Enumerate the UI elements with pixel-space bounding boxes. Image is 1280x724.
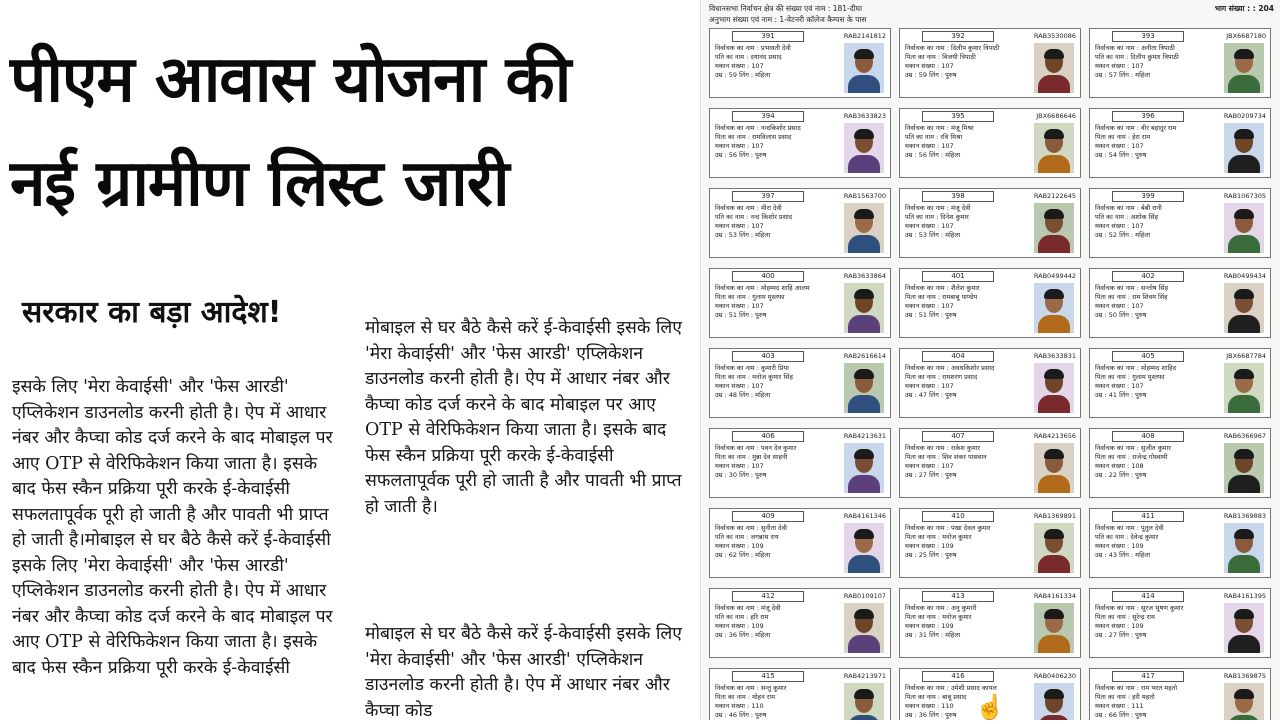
elector-name: निर्वाचक का नाम : मंजू देवी — [715, 604, 781, 612]
voter-card — [709, 268, 891, 338]
serial-number: 393 — [1112, 31, 1184, 42]
serial-number: 397 — [732, 191, 804, 202]
voter-card — [899, 348, 1081, 418]
serial-number: 409 — [732, 511, 804, 522]
age-gender: उम्र : 51 लिंग : पुरुष — [905, 311, 957, 319]
serial-number: 404 — [922, 351, 994, 362]
voter-photo — [844, 283, 884, 333]
relation-name: पिता का नाम : मनोज कुमार — [905, 613, 972, 621]
voter-card — [709, 348, 891, 418]
voter-photo — [1034, 683, 1074, 720]
elector-name: निर्वाचक का नाम : दिलीप कुमार त्रिपाठी — [905, 44, 1000, 52]
elector-name: निर्वाचक का नाम : सुजीत कुमार — [1095, 444, 1171, 452]
epic-number: RAB4213971 — [843, 672, 886, 680]
headline — [10, 28, 695, 236]
voter-photo — [1224, 203, 1264, 253]
elector-name: निर्वाचक का नाम : उमेशी प्रसाद कायल — [905, 684, 997, 692]
epic-number: JBX6687180 — [1226, 32, 1266, 40]
relation-name: पिता का नाम : गुलाम मुस्तफा — [715, 293, 785, 301]
voter-card — [709, 428, 891, 498]
serial-number: 412 — [732, 591, 804, 602]
age-gender: उम्र : 41 लिंग : पुरुष — [1095, 391, 1147, 399]
age-gender: उम्र : 43 लिंग : महिला — [1095, 551, 1151, 559]
epic-number: RAB3633831 — [1033, 352, 1076, 360]
voter-photo — [844, 523, 884, 573]
age-gender: उम्र : 47 लिंग : पुरुष — [905, 391, 957, 399]
epic-number: RAB0406230 — [1033, 672, 1076, 680]
epic-number: RAB4213631 — [843, 432, 886, 440]
elector-name: निर्वाचक का नाम : नन्दकिशोर प्रसाद — [715, 124, 801, 132]
voter-photo — [1224, 523, 1264, 573]
relation-name: पिता का नाम : रामविलास प्रसाद — [715, 133, 792, 141]
epic-number: RAB2616614 — [843, 352, 886, 360]
elector-name: निर्वाचक का नाम : मंजू देवी — [905, 204, 971, 212]
voter-card — [899, 108, 1081, 178]
voter-photo — [1034, 283, 1074, 333]
voter-photo — [1224, 283, 1264, 333]
age-gender: उम्र : 59 लिंग : पुरुष — [905, 71, 957, 79]
serial-number: 395 — [922, 111, 994, 122]
age-gender: उम्र : 56 लिंग : महिला — [905, 151, 961, 159]
relation-name: पति का नाम : अशोक सिंह — [1095, 213, 1159, 221]
epic-number: RAB2122645 — [1033, 192, 1076, 200]
age-gender: उम्र : 62 लिंग : महिला — [715, 551, 771, 559]
voter-card — [1089, 668, 1271, 720]
age-gender: उम्र : 53 लिंग : महिला — [715, 231, 771, 239]
serial-number: 400 — [732, 271, 804, 282]
elector-name: निर्वाचक का नाम : प्रभावती देवी — [715, 44, 791, 52]
age-gender: उम्र : 53 लिंग : महिला — [905, 231, 961, 239]
age-gender: उम्र : 56 लिंग : पुरुष — [715, 151, 767, 159]
article-column-1: इसके लिए 'मेरा केवाईसी' और 'फेस आरडी' एप्लिकेशन डाउनलोड करनी होती है। ऐप में आधार नंबर और कैप्चा कोड दर्ज करने के बाद मोबाइल पर आए OTP से वेरिफिकेशन किया जाता है। इसके बाद फेस स्कैन प्रक्रिया पूरी करके ई-केवाईसी सफलतापूर्वक पूरी हो जाती है और पावती भी प्राप्त हो जाती है।मोबाइल से घर बैठे कैसे करें ई-केवाईसी इसके लिए 'मेरा केवाईसी' और 'फेस आरडी' एप्लिकेशन डाउनलोड करनी होती है। ऐप में आधार नंबर और कैप्चा कोड दर्ज करने के बाद मोबाइल पर आए OTP से वेरिफिकेशन किया जाता है। इसके बाद फेस स्कैन प्रक्रिया पूरी करके ई-केवाईसी — [12, 377, 333, 678]
voter-photo — [844, 43, 884, 93]
elector-name: निर्वाचक का नाम : पंखा देवल कुमार — [905, 524, 991, 532]
voter-card — [709, 508, 891, 578]
voter-card — [899, 188, 1081, 258]
relation-name: पिता का नाम : बाबू प्रसाद — [905, 693, 967, 701]
voter-card — [1089, 28, 1271, 98]
elector-name: निर्वाचक का नाम : अवधकिशोर प्रसाद — [905, 364, 995, 372]
voter-card — [899, 268, 1081, 338]
serial-number: 406 — [732, 431, 804, 442]
serial-number: 396 — [1112, 111, 1184, 122]
voter-card — [1089, 348, 1271, 418]
epic-number: RAB4213656 — [1033, 432, 1076, 440]
epic-number: RAB3633864 — [843, 272, 886, 280]
house-number: मकान संख्या : 110 — [715, 702, 764, 710]
section-label: अनुभाग संख्या एवं नाम : 1-वेटनरी कॉलेज कैम्पस के पास — [709, 15, 867, 24]
voter-card — [1089, 428, 1271, 498]
epic-number: RAB0209734 — [1223, 112, 1266, 120]
voter-card — [1089, 108, 1271, 178]
serial-number: 416 — [922, 671, 994, 682]
house-number: मकान संख्या : 107 — [715, 62, 764, 70]
serial-number: 413 — [922, 591, 994, 602]
voter-photo — [1034, 203, 1074, 253]
voter-photo — [1034, 363, 1074, 413]
serial-number: 408 — [1112, 431, 1184, 442]
house-number: मकान संख्या : 107 — [905, 382, 954, 390]
voter-photo — [844, 443, 884, 493]
voter-card — [1089, 268, 1271, 338]
serial-number: 392 — [922, 31, 994, 42]
relation-name: पिता का नाम : राम शिवम सिंह — [1095, 293, 1168, 301]
epic-number: RAB4161395 — [1223, 592, 1266, 600]
age-gender: उम्र : 66 लिंग : पुरुष — [1095, 711, 1147, 719]
age-gender: उम्र : 27 लिंग : पुरुष — [1095, 631, 1147, 639]
voter-photo — [1034, 523, 1074, 573]
voter-photo — [1034, 43, 1074, 93]
age-gender: उम्र : 46 लिंग : पुरुष — [715, 711, 767, 719]
elector-name: निर्वाचक का नाम : सन्तोष सिंह — [1095, 284, 1169, 292]
voter-card — [1089, 188, 1271, 258]
voter-photo — [1224, 443, 1264, 493]
house-number: मकान संख्या : 107 — [715, 142, 764, 150]
relation-name: पति का नाम : देवेन्द्र कुमार — [1095, 533, 1159, 541]
serial-number: 391 — [732, 31, 804, 42]
age-gender: उम्र : 59 लिंग : महिला — [715, 71, 771, 79]
house-number: मकान संख्या : 107 — [1095, 222, 1144, 230]
house-number: मकान संख्या : 107 — [1095, 382, 1144, 390]
voter-photo — [1224, 683, 1264, 720]
elector-name: निर्वाचक का नाम : सुनीता देवी — [715, 524, 787, 532]
relation-name: पिता का नाम : मोहन राम — [715, 693, 775, 701]
epic-number: RAB3633823 — [843, 112, 886, 120]
age-gender: उम्र : 54 लिंग : पुरुष — [1095, 151, 1147, 159]
relation-name: पति का नाम : दिनेश कुमार — [905, 213, 969, 221]
elector-name: निर्वाचक का नाम : सूरज भूषण कुमार — [1095, 604, 1184, 612]
house-number: मकान संख्या : 109 — [905, 542, 954, 550]
relation-name: पिता का नाम : हेरा राम — [1095, 133, 1151, 141]
epic-number: JBX6687784 — [1226, 352, 1266, 360]
age-gender: उम्र : 52 लिंग : महिला — [1095, 231, 1151, 239]
age-gender: उम्र : 36 लिंग : महिला — [715, 631, 771, 639]
page-number-label: भाग संख्या : : 204 — [1214, 4, 1274, 13]
epic-number: RAB6366967 — [1223, 432, 1266, 440]
voter-photo — [1224, 43, 1264, 93]
relation-name: पति का नाम : हरि राम — [715, 613, 769, 621]
house-number: मकान संख्या : 107 — [1095, 62, 1144, 70]
relation-name: पति का नाम : जगन्नाथ राय — [715, 533, 779, 541]
house-number: मकान संख्या : 109 — [715, 542, 764, 550]
age-gender: उम्र : 31 लिंग : महिला — [905, 631, 961, 639]
epic-number: RAB0499434 — [1223, 272, 1266, 280]
epic-number: RAB1067305 — [1223, 192, 1266, 200]
house-number: मकान संख्या : 107 — [905, 62, 954, 70]
relation-name: पिता का नाम : रामबाबू पाण्डेय — [905, 293, 978, 301]
relation-name: पति का नाम : नन्द किशोर प्रसाद — [715, 213, 793, 221]
voter-card — [899, 28, 1081, 98]
serial-number: 399 — [1112, 191, 1184, 202]
house-number: मकान संख्या : 107 — [715, 302, 764, 310]
house-number: मकान संख्या : 107 — [715, 462, 764, 470]
voter-photo — [1224, 363, 1264, 413]
relation-name: पिता का नाम : रामशरण प्रसाद — [905, 373, 978, 381]
relation-name: पिता का नाम : राजेन्द्र गोस्वामी — [1095, 453, 1168, 461]
elector-name: निर्वाचक का नाम : मोहम्मद शाहिद — [1095, 364, 1177, 372]
house-number: मकान संख्या : 109 — [1095, 622, 1144, 630]
epic-number: RAB1369875 — [1223, 672, 1266, 680]
elector-name: निर्वाचक का नाम : राकेश कुमार — [905, 444, 981, 452]
voter-photo — [844, 683, 884, 720]
relation-name: पति का नाम : दयानंद प्रसाद — [715, 53, 782, 61]
elector-name: निर्वाचक का नाम : बेबी रानी — [1095, 204, 1162, 212]
elector-name: निर्वाचक का नाम : कुमारी प्रिया — [715, 364, 789, 372]
voter-photo — [844, 363, 884, 413]
age-gender: उम्र : 50 लिंग : पुरुष — [1095, 311, 1147, 319]
serial-number: 414 — [1112, 591, 1184, 602]
article-column-2-para-1: मोबाइल से घर बैठे कैसे करें ई-केवाईसी इसके लिए 'मेरा केवाईसी' और 'फेस आरडी' एप्लिकेशन डाउनलोड करनी होती है। ऐप में आधार नंबर और कैप्चा कोड दर्ज करने के बाद मोबाइल पर आए OTP से वेरिफिकेशन किया जाता है। इसके बाद फेस स्कैन प्रक्रिया पूरी करके ई-केवाईसी सफलतापूर्वक पूरी हो जाती है और पावती भी प्राप्त हो जाती है। — [365, 318, 682, 517]
voter-photo — [1034, 603, 1074, 653]
elector-name: निर्वाचक का नाम : मीरा देवी — [715, 204, 782, 212]
serial-number: 394 — [732, 111, 804, 122]
epic-number: JBX6686646 — [1036, 112, 1076, 120]
house-number: मकान संख्या : 111 — [1095, 702, 1144, 710]
voter-photo — [1224, 603, 1264, 653]
voter-card — [709, 668, 891, 720]
serial-number: 415 — [732, 671, 804, 682]
age-gender: उम्र : 25 लिंग : पुरुष — [905, 551, 957, 559]
serial-number: 402 — [1112, 271, 1184, 282]
elector-name: निर्वाचक का नाम : पवन देव कुमार — [715, 444, 797, 452]
voter-list-document — [700, 0, 1280, 720]
serial-number: 401 — [922, 271, 994, 282]
age-gender: उम्र : 22 लिंग : पुरुष — [1095, 471, 1147, 479]
headline-line-1: पीएम आवास योजना की — [10, 43, 571, 117]
voter-photo — [1034, 443, 1074, 493]
voter-card — [709, 108, 891, 178]
epic-number: RAB0109107 — [843, 592, 886, 600]
age-gender: उम्र : 36 लिंग : पुरुष — [905, 711, 957, 719]
house-number: मकान संख्या : 109 — [1095, 542, 1144, 550]
serial-number: 410 — [922, 511, 994, 522]
epic-number: RAB2141812 — [843, 32, 886, 40]
epic-number: RAB4161334 — [1033, 592, 1076, 600]
serial-number: 398 — [922, 191, 994, 202]
elector-name: निर्वाचक का नाम : अनीता त्रिपाठी — [1095, 44, 1175, 52]
house-number: मकान संख्या : 107 — [715, 382, 764, 390]
elector-name: निर्वाचक का नाम : अनु कुमारी — [905, 604, 977, 612]
house-number: मकान संख्या : 109 — [905, 622, 954, 630]
house-number: मकान संख्या : 107 — [715, 222, 764, 230]
voter-photo — [844, 203, 884, 253]
epic-number: RAB1563700 — [843, 192, 886, 200]
elector-name: निर्वाचक का नाम : शैलेश कुमार — [905, 284, 980, 292]
voter-card — [709, 588, 891, 658]
serial-number: 407 — [922, 431, 994, 442]
subheading: सरकार का बड़ा आदेश! — [22, 295, 282, 330]
elector-name: निर्वाचक का नाम : मंजू मिश्रा — [905, 124, 974, 132]
relation-name: पिता का नाम : मनोज कुमार — [905, 533, 972, 541]
age-gender: उम्र : 57 लिंग : महिला — [1095, 71, 1151, 79]
epic-number: RAB1369883 — [1223, 512, 1266, 520]
article-column-2-para-2: मोबाइल से घर बैठे कैसे करें ई-केवाईसी इसके लिए 'मेरा केवाईसी' और 'फेस आरडी' एप्लिकेशन डाउनलोड करनी होती है। ऐप में आधार नंबर और कैप्चा कोड — [365, 624, 682, 721]
voter-card — [709, 28, 891, 98]
age-gender: उम्र : 30 लिंग : पुरुष — [715, 471, 767, 479]
headline-line-2: नई ग्रामीण लिस्ट जारी — [10, 147, 509, 221]
epic-number: RAB3530086 — [1033, 32, 1076, 40]
serial-number: 403 — [732, 351, 804, 362]
relation-name: पिता का नाम : विजयी त्रिपाठी — [905, 53, 976, 61]
epic-number: RAB4161346 — [843, 512, 886, 520]
voter-card-grid — [709, 28, 1277, 720]
voter-photo — [1034, 123, 1074, 173]
voter-card — [1089, 508, 1271, 578]
serial-number: 417 — [1112, 671, 1184, 682]
elector-name: निर्वाचक का नाम : वीर बहादुर राम — [1095, 124, 1177, 132]
age-gender: उम्र : 51 लिंग : पुरुष — [715, 311, 767, 319]
relation-name: पिता का नाम : मुन्ना देव साहनी — [715, 453, 788, 461]
house-number: मकान संख्या : 108 — [1095, 462, 1144, 470]
epic-number: RAB0499442 — [1033, 272, 1076, 280]
voter-card — [899, 428, 1081, 498]
constituency-label: विधानसभा निर्वाचन क्षेत्र की संख्या एवं नाम : 181-दीघा — [709, 4, 863, 13]
house-number: मकान संख्या : 107 — [1095, 302, 1144, 310]
relation-name: पति का नाम : दिलीप कुमार त्रिपाठी — [1095, 53, 1179, 61]
relation-name: पिता का नाम : हरी महतो — [1095, 693, 1155, 701]
relation-name: पिता का नाम : मनोज कुमार सिंह — [715, 373, 793, 381]
relation-name: पिता का नाम : गुलाम मुस्तफा — [1095, 373, 1165, 381]
voter-card — [709, 188, 891, 258]
relation-name: पिता का नाम : शिव शंकर पासवान — [905, 453, 987, 461]
elector-name: निर्वाचक का नाम : सन्तु कुमार — [715, 684, 787, 692]
voter-photo — [1224, 123, 1264, 173]
house-number: मकान संख्या : 107 — [905, 462, 954, 470]
relation-name: पति का नाम : रवि मिश्रा — [905, 133, 963, 141]
voter-card — [899, 588, 1081, 658]
age-gender: उम्र : 27 लिंग : पुरुष — [905, 471, 957, 479]
house-number: मकान संख्या : 109 — [715, 622, 764, 630]
house-number: मकान संख्या : 107 — [905, 222, 954, 230]
epic-number: RAB1369891 — [1033, 512, 1076, 520]
voter-photo — [844, 123, 884, 173]
serial-number: 411 — [1112, 511, 1184, 522]
house-number: मकान संख्या : 107 — [1095, 142, 1144, 150]
voter-card — [899, 508, 1081, 578]
age-gender: उम्र : 48 लिंग : महिला — [715, 391, 771, 399]
elector-name: निर्वाचक का नाम : मोहम्मद शाहि आलम — [715, 284, 810, 292]
voter-card — [1089, 588, 1271, 658]
serial-number: 405 — [1112, 351, 1184, 362]
pointing-hand-icon: ☝ — [975, 693, 1005, 721]
elector-name: निर्वाचक का नाम : पुतुल देवी — [1095, 524, 1164, 532]
house-number: मकान संख्या : 107 — [905, 302, 954, 310]
relation-name: पिता का नाम : सुरेन्द्र राम — [1095, 613, 1155, 621]
elector-name: निर्वाचक का नाम : राम भरत महतो — [1095, 684, 1178, 692]
voter-photo — [844, 603, 884, 653]
house-number: मकान संख्या : 110 — [905, 702, 954, 710]
house-number: मकान संख्या : 107 — [905, 142, 954, 150]
